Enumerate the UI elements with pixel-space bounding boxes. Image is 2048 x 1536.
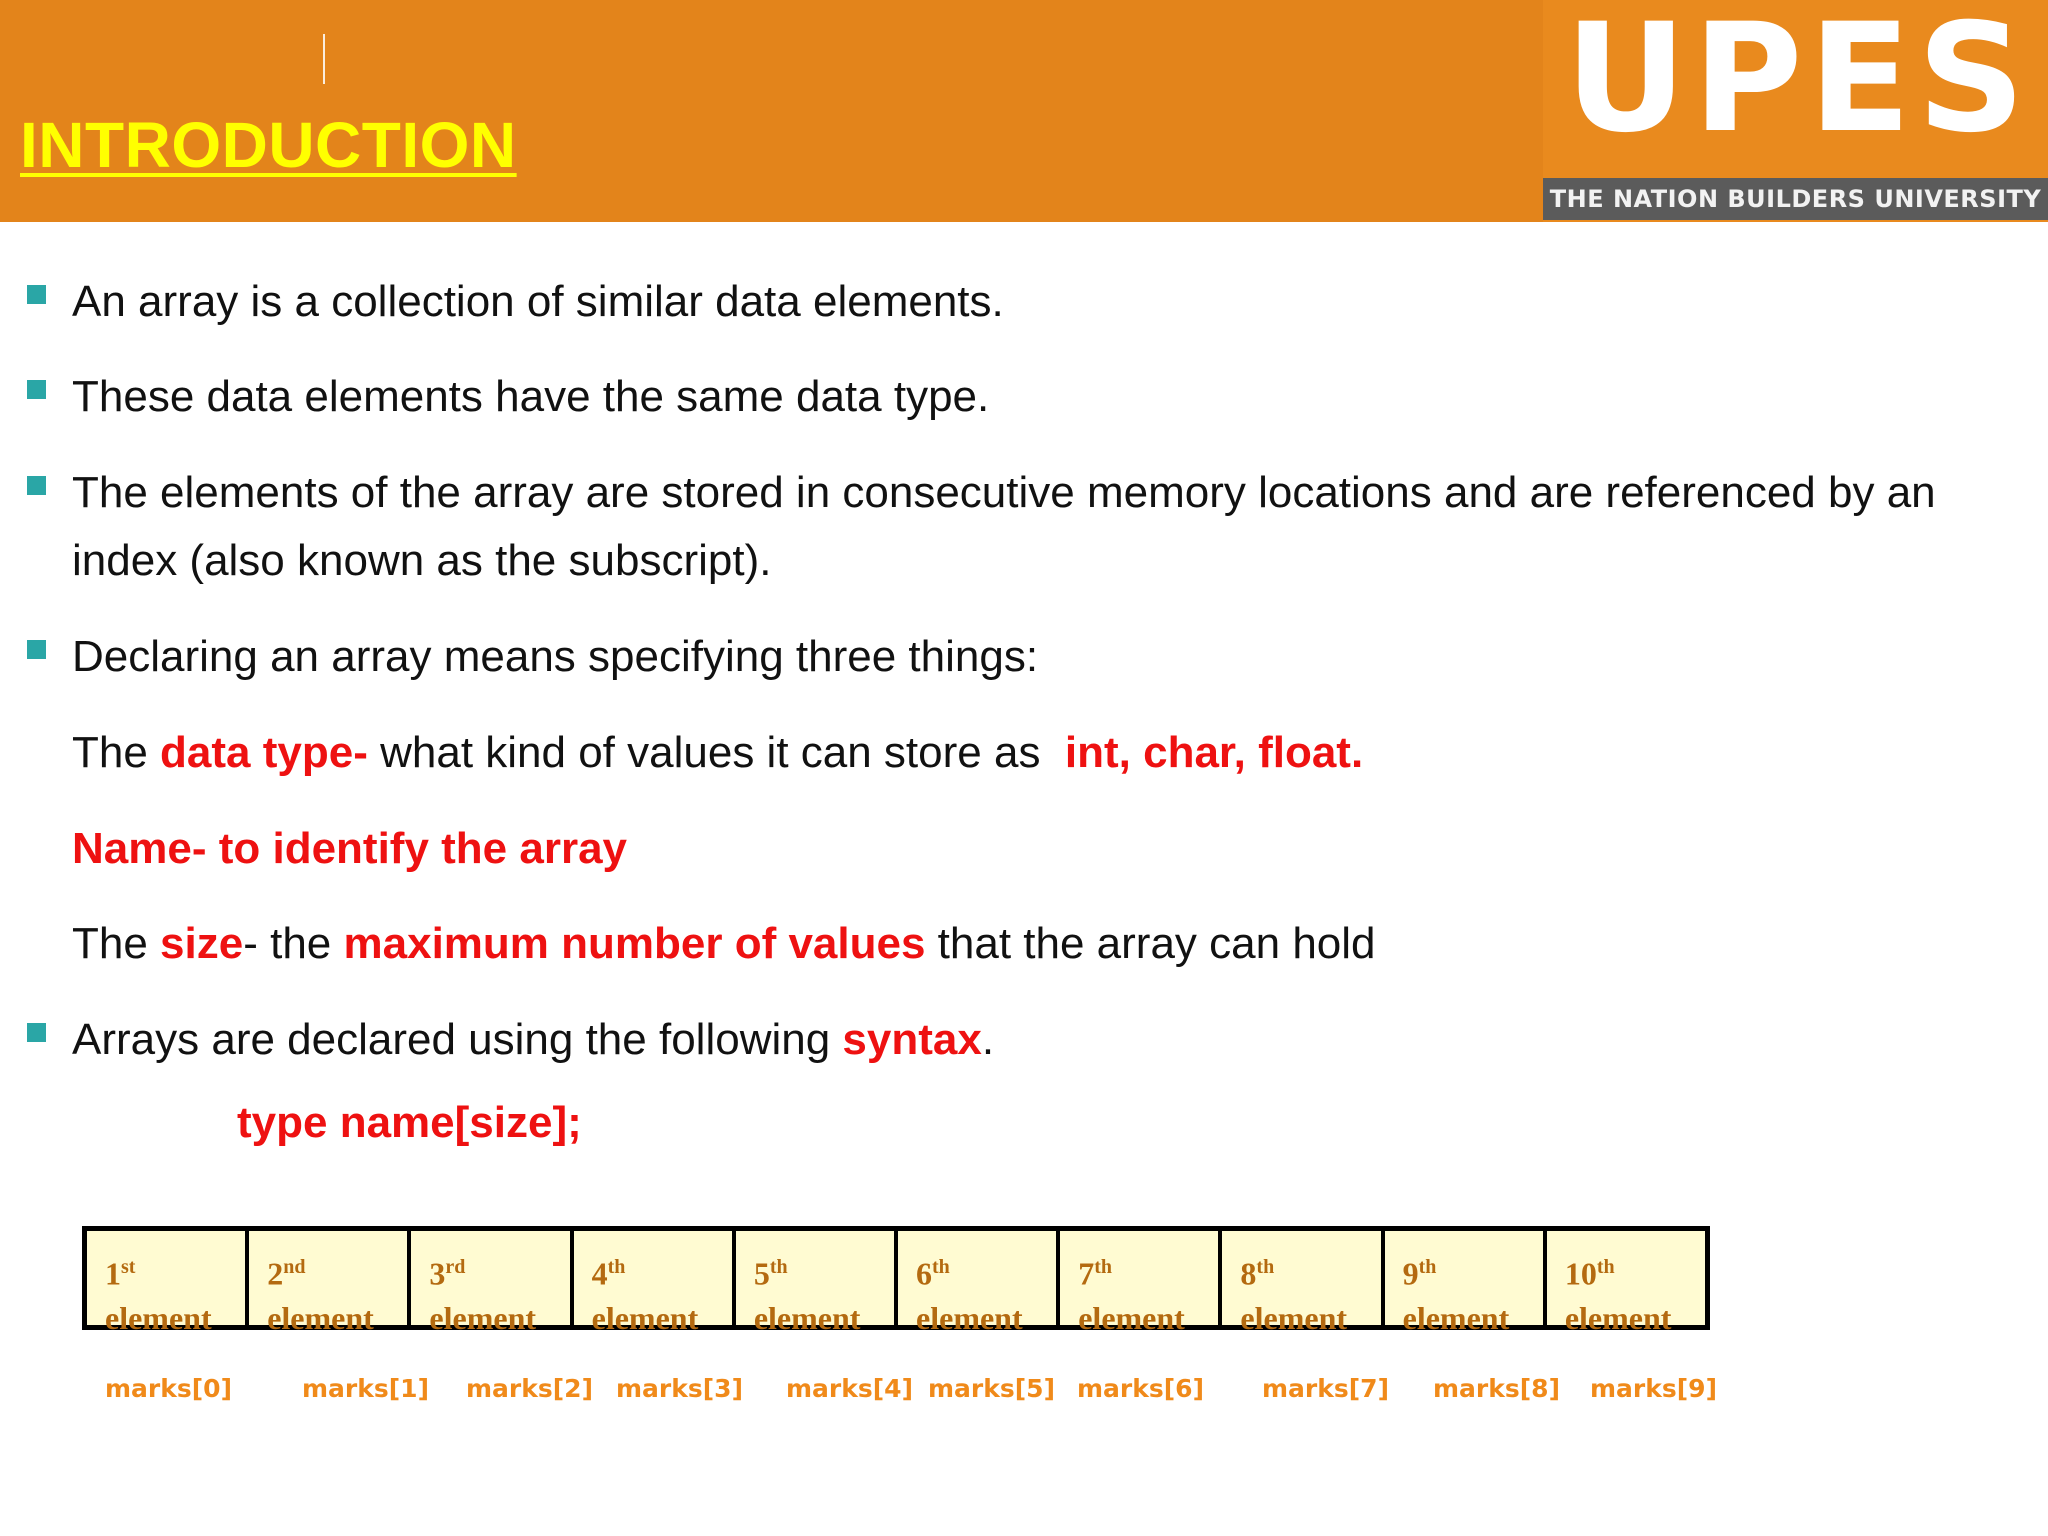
syntax-term: syntax: [842, 1015, 982, 1064]
array-cell-ordinal-suffix: rd: [445, 1256, 466, 1278]
bullet-square-icon: [27, 476, 46, 495]
index-label: marks[6]: [1077, 1374, 1205, 1403]
array-cell-ordinal: 10: [1564, 1255, 1597, 1292]
array-cell-label: element: [1564, 1299, 1672, 1336]
bullet-text-1: An array is a collection of similar data elements.: [72, 277, 1004, 326]
array-cell: [249, 1231, 411, 1336]
bullet-square-icon: [27, 1023, 46, 1042]
slide-title: INTRODUCTION: [20, 109, 517, 181]
slide-header: [0, 0, 2048, 222]
bullet-text-3-line-1: The elements of the array are stored in consecutive memory locations and are referenced by an: [72, 468, 1936, 517]
size-term: size: [160, 919, 244, 968]
array-cell-label: element: [1078, 1299, 1185, 1336]
name-line: Name- to identify the array: [72, 824, 628, 873]
data-type-middle: what kind of values it can store as: [367, 728, 1065, 777]
array-cell-label: element: [1240, 1299, 1348, 1336]
array-cell-ordinal-suffix: th: [1596, 1256, 1615, 1278]
syntax-intro: Arrays are declared using the following: [72, 1015, 843, 1064]
array-cell: [1060, 1231, 1222, 1336]
array-cell-label: element: [267, 1299, 374, 1336]
index-label: marks[9]: [1590, 1374, 1718, 1403]
bullet-text-3-line-2: index (also known as the subscript).: [72, 536, 772, 585]
size-middle: - the: [243, 919, 344, 968]
array-cell: [574, 1231, 736, 1336]
array-cell-ordinal-suffix: th: [932, 1256, 950, 1278]
logo-tagline: THE NATION BUILDERS UNIVERSITY: [1543, 178, 2048, 220]
array-cell-ordinal-suffix: nd: [283, 1256, 306, 1278]
array-cell-ordinal: 8: [1240, 1255, 1257, 1292]
array-cell-label: element: [753, 1299, 861, 1336]
array-cell: [736, 1231, 898, 1336]
size-suffix: that the array can hold: [925, 919, 1376, 968]
array-cell-ordinal: 6: [916, 1255, 933, 1292]
array-cell: [411, 1231, 573, 1336]
bullet-square-icon: [27, 640, 46, 659]
index-label: marks[4]: [786, 1374, 914, 1403]
array-cell-ordinal: 1: [105, 1255, 121, 1292]
syntax-period: .: [981, 1015, 995, 1064]
array-cell: [1222, 1231, 1384, 1336]
size-prefix: The: [72, 919, 161, 968]
bullet-square-icon: [27, 380, 46, 399]
array-cell-ordinal: 5: [753, 1255, 770, 1292]
array-cell: [898, 1231, 1060, 1336]
array-cell-ordinal-suffix: th: [769, 1256, 788, 1278]
bullet-text-5: [72, 1006, 994, 1074]
index-label: marks[3]: [616, 1374, 744, 1403]
index-label: marks[7]: [1262, 1374, 1390, 1403]
array-cell-ordinal-suffix: th: [1418, 1256, 1437, 1278]
header-divider: [323, 34, 325, 84]
size-emphasis: maximum number of values: [343, 919, 926, 968]
array-cell-ordinal-suffix: th: [1094, 1256, 1113, 1278]
array-cell-ordinal-suffix: st: [121, 1256, 136, 1278]
index-label: marks[5]: [928, 1374, 1056, 1403]
bullet-square-icon: [27, 285, 46, 304]
bullet-text-4: Declaring an array means specifying three things:: [72, 632, 1039, 681]
array-cell-ordinal: 3: [429, 1255, 446, 1292]
array-cell: [87, 1231, 249, 1336]
array-cell-ordinal: 2: [267, 1255, 284, 1292]
array-cell-label: element: [105, 1299, 212, 1336]
array-cell-ordinal: 7: [1078, 1255, 1095, 1292]
index-label: marks[0]: [105, 1374, 233, 1403]
index-label: marks[8]: [1433, 1374, 1561, 1403]
array-cell-label: element: [429, 1299, 537, 1336]
size-line: [72, 910, 1376, 978]
index-label: marks[2]: [466, 1374, 594, 1403]
array-cell-ordinal: 4: [591, 1255, 608, 1292]
data-type-prefix: The: [72, 728, 161, 777]
upes-logo: [1543, 0, 2048, 222]
data-type-term: data type-: [160, 728, 368, 777]
syntax-code: type name[size];: [237, 1098, 582, 1147]
array-cell: [1547, 1231, 1705, 1336]
array-cell-ordinal-suffix: th: [607, 1256, 626, 1278]
array-cell-label: element: [916, 1299, 1023, 1336]
array-diagram: [82, 1226, 1710, 1336]
array-cell-label: element: [1402, 1299, 1510, 1336]
index-label: marks[1]: [302, 1374, 430, 1403]
data-type-line: [72, 719, 1363, 787]
array-cell-ordinal-suffix: th: [1256, 1256, 1275, 1278]
logo-wordmark: UPES: [1564, 0, 2032, 166]
data-type-examples: int, char, float.: [1064, 728, 1364, 777]
bullet-text-2: These data elements have the same data type.: [72, 372, 990, 421]
array-cell-label: element: [591, 1299, 699, 1336]
array-cell: [1385, 1231, 1547, 1336]
array-cell-ordinal: 9: [1402, 1255, 1419, 1292]
